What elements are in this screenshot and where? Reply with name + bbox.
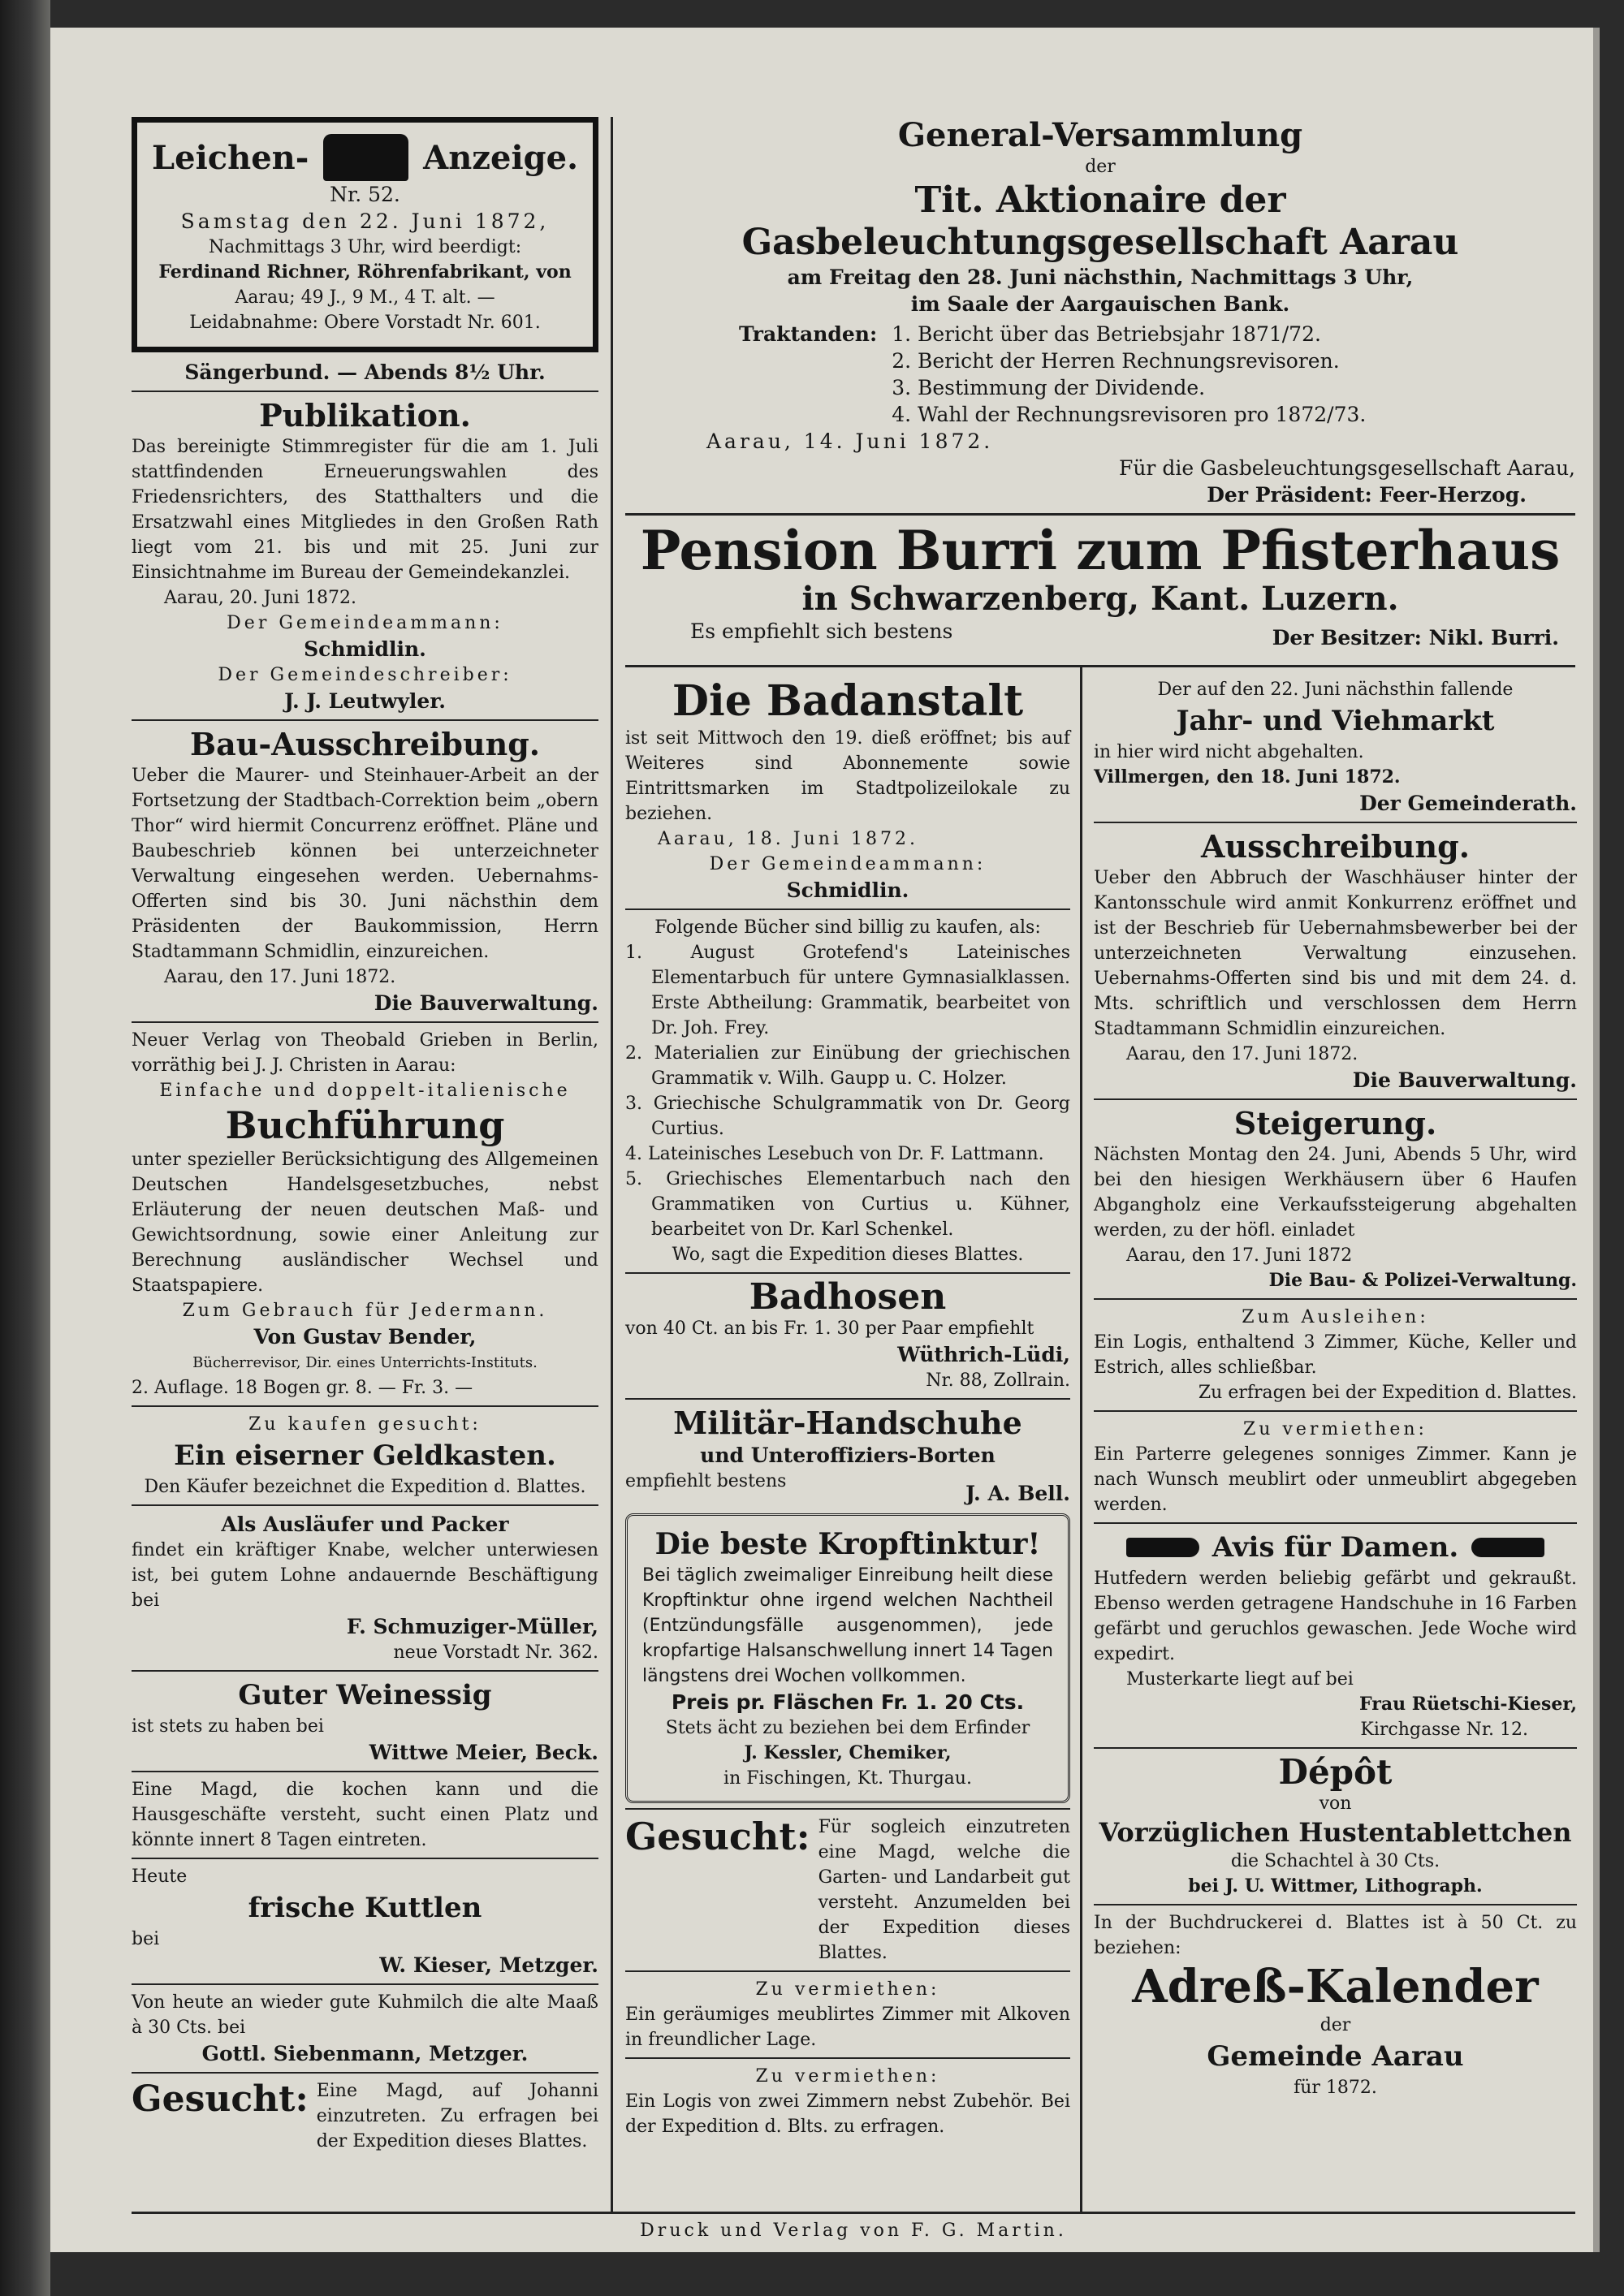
buecher-item-2: 2. Materialien zur Einübung der griechischen Grammatik v. Wilh. Gaupp u. C. Holzer. [625, 1043, 1070, 1089]
kropf-title: Die beste Kropftinktur! [654, 1527, 1041, 1561]
ausschr-title: Ausschreibung. [1201, 828, 1470, 865]
bad-sig-name: Schmidlin. [786, 878, 909, 902]
gesucht-center-ad [625, 1815, 1070, 1966]
kropf-signature: J. Kessler, Chemiker, [744, 1742, 952, 1763]
buch-sub: Einfache und doppelt-italienische [159, 1081, 571, 1101]
buecher-outro: Wo, sagt die Expedition dieses Blattes. [672, 1245, 1024, 1265]
kalender-sub: Gemeinde Aarau [1207, 2040, 1464, 2073]
gv-where: im Saale der Aargauischen Bank. [910, 292, 1290, 316]
kuttlen-title: frische Kuttlen [248, 1892, 482, 1924]
geldkasten-sub: Zu kaufen gesucht: [248, 1414, 482, 1435]
top-right-span [625, 117, 1575, 651]
magd-ad-body: Eine Magd, die kochen kann und die Hausgeschäfte versteht, sucht einen Platz und könnte innert 8 Tagen eintreten. [132, 1780, 598, 1850]
weinessig-title: Guter Weinessig [238, 1679, 492, 1711]
bau-date: Aarau, den 17. Juni 1872. [164, 967, 396, 987]
publikation-sig1-name: Schmidlin. [304, 637, 426, 661]
avis-title: Avis für Damen. [1212, 1531, 1459, 1564]
kropftinktur-ad [625, 1513, 1070, 1803]
markt-signature: Der Gemeinderath. [1359, 792, 1577, 815]
depot-von: von [1319, 1793, 1352, 1814]
logis1-body: Ein Logis von zwei Zimmern nebst Zubehör. Bei der Expedition d. Blts. zu erfragen. [625, 2091, 1070, 2137]
saengerbund-notice: Sängerbund. — Abends 8½ Uhr. [184, 360, 546, 384]
depot-ad [1094, 1754, 1577, 1899]
gv-subtitle: Tit. Aktionaire der Gasbeleuchtungsgesellschaft Aarau [741, 179, 1459, 263]
depot-product: Vorzüglichen Hustentablettchen [1099, 1817, 1572, 1848]
column-rule-left [611, 117, 613, 2212]
publikation-date: Aarau, 20. Juni 1872. [164, 588, 356, 608]
kropf-from: Stets ächt zu beziehen bei dem Erfinder [665, 1718, 1030, 1738]
markt-ad [1094, 677, 1577, 817]
markt-title: Jahr- und Viehmarkt [1176, 705, 1495, 737]
scan-left-edge [0, 0, 50, 2296]
bau-signature: Die Bauverwaltung. [374, 991, 598, 1015]
buch-edition: 2. Auflage. 18 Bogen gr. 8. — Fr. 3. — [132, 1378, 473, 1398]
buecher-item-1: 1. August Grotefend's Lateinisches Elementarbuch für untere Gymnasialklassen. Erste Abtheilung: Grammatik, bearbeitet von Dr. Joh. Frey. [625, 943, 1070, 1038]
kalender-intro: In der Buchdruckerei d. Blattes ist à 50 Ct. zu beziehen: [1094, 1913, 1577, 1958]
logis1-sub: Zu vermiethen: [755, 2066, 940, 2087]
badhosen-title: Badhosen [749, 1276, 947, 1318]
publikation-sig1-title: Der Gemeindeammann: [227, 613, 503, 633]
bad-sig-title: Der Gemeindeammann: [709, 854, 987, 874]
badhosen-address: Nr. 88, Zollrain. [926, 1370, 1070, 1391]
ausschr-body: Ueber den Abbruch der Waschhäuser hinter der Kantonsschule wird anmit Konkurrenz eröffnet und ist der Beschrieb für Uebernahmsbewerber bei der unterzeichneten Verwaltung einzusehen. Uebernahms-Offerten sind bis und mit dem 24. d. Mts. schriftlich und verschlossen dem Herrn Stadtammann Schmidlin einzureichen. [1094, 868, 1577, 1039]
center-column [625, 677, 1070, 2139]
zimmer-right-ad [1094, 1417, 1577, 1517]
gv-traktanden-label: Traktanden: [739, 322, 878, 346]
avis-address: Kirchgasse Nr. 12. [1360, 1720, 1528, 1740]
publikation-body: Das bereinigte Stimmregister für die am 1. Juli stattfindenden Erneuerungswahlen des Friedensrichters, des Statthalters und die Ersatzwahl eines Mitgliedes in den Großen Rath liegt vom 21. bis und mit 25. Juni zur Einsichtnahme im Bureau der Gemeindekanzlei. [132, 437, 598, 583]
buch-use: Zum Gebrauch für Jedermann. [182, 1301, 548, 1321]
publikation-ad [132, 397, 598, 714]
buchfuehrung-ad [132, 1028, 598, 1400]
ausleihen-sub: Zum Ausleihen: [1242, 1307, 1429, 1327]
leichen-anzeige [132, 117, 598, 352]
weinessig-ad [132, 1677, 598, 1766]
bau-title: Bau-Ausschreibung. [189, 726, 541, 762]
kuttlen-pre: Heute [132, 1867, 188, 1887]
ausleihen-body: Ein Logis, enthaltend 3 Zimmer, Küche, Keller und Estrich, alles schließbar. [1094, 1332, 1577, 1378]
publikation-title: Publikation. [259, 397, 471, 434]
kropf-body: Bei täglich zweimaliger Einreibung heilt diese Kropftinktur ohne irgend welchen Nachtheil (Entzündungsfälle ausgenommen), jede kropfartige Halsanschwellung innert 14 Tagen längstens drei Wochen vollkommen. [642, 1565, 1053, 1686]
gesucht-center-word: Gesucht: [625, 1815, 810, 1858]
leichen-details: Aarau; 49 J., 9 M., 4 T. alt. — [235, 287, 495, 308]
buecher-item-3: 3. Griechische Schulgrammatik von Dr. Georg Curtius. [625, 1094, 1070, 1139]
ausschr-date: Aarau, den 17. Juni 1872. [1126, 1044, 1358, 1064]
gv-signature: Der Präsident: Feer-Herzog. [1207, 483, 1527, 507]
bad-date: Aarau, 18. Juni 1872. [658, 829, 918, 849]
steig-title: Steigerung. [1233, 1105, 1437, 1142]
avis-damen-ad [1094, 1529, 1577, 1742]
kalender-title: Adreß-Kalender [1132, 1960, 1539, 2013]
kalender-ad [1094, 1910, 1577, 2100]
militaer-sub: und Unteroffiziers-Borten [700, 1444, 996, 1467]
zimmer-center-ad [625, 1977, 1070, 2052]
bad-body: ist seit Mittwoch den 19. dieß eröffnet; bis auf Weiteres sind Abonnemente sowie Eintrittsmarken im Stadtpolizeilokale zu beziehen. [625, 728, 1070, 824]
militaer-ad [625, 1405, 1070, 1507]
kropf-price: Preis pr. Fläschen Fr. 1. 20 Cts. [671, 1690, 1025, 1714]
general-versammlung-ad [625, 117, 1575, 508]
pension-place: in Schwarzenberg, Kant. Luzern. [801, 580, 1399, 618]
buch-body: unter spezieller Berücksichtigung des Allgemeinen Deutschen Handelsgesetzbuches, nebst Erläuterung der neuen deutschen Maß- und Gewichtsordnung, sowie einer Anleitung zur Berechnung ausländischer Wechsel und Staatspapiere. [132, 1150, 598, 1296]
buecher-item-4: 4. Lateinisches Lesebuch von Dr. F. Lattmann. [625, 1144, 1044, 1164]
leichen-date: Samstag den 22. Juni 1872, [180, 209, 550, 233]
badhosen-body: von 40 Ct. an bis Fr. 1. 30 per Paar empfiehlt [625, 1318, 1034, 1339]
bau-ausschreibung-ad [132, 726, 598, 1016]
avis-muster: Musterkarte liegt auf bei [1126, 1669, 1354, 1690]
gv-item-1: 1. Bericht über das Betriebsjahr 1871/72. [892, 322, 1321, 346]
buch-intro: Neuer Verlag von Theobald Grieben in Berlin, vorräthig bei J. J. Christen in Aarau: [132, 1030, 598, 1076]
leichen-title-right: Anzeige. [423, 138, 578, 177]
gesucht-left-body: Eine Magd, auf Johanni einzutreten. Zu erfragen bei der Expedition dieses Blattes. [316, 2081, 598, 2151]
gv-for: Für die Gasbeleuchtungsgesellschaft Aarau, [1118, 456, 1575, 480]
geldkasten-ad [132, 1412, 598, 1500]
leichen-time: Nachmittags 3 Uhr, wird beerdigt: [208, 237, 522, 257]
avis-signature: Frau Rüetschi-Kieser, [1359, 1694, 1577, 1715]
kalender-der: der [1320, 2015, 1351, 2035]
imprint-footer: Druck und Verlag von F. G. Martin. [640, 2220, 1067, 2241]
pointing-hand-right-icon [1126, 1538, 1199, 1557]
gv-item-3: 3. Bestimmung der Dividende. [892, 376, 1206, 399]
auslaeufer-signature: F. Schmuziger-Müller, [346, 1615, 598, 1638]
gesucht-left-ad [132, 2078, 598, 2154]
coffin-icon [323, 134, 408, 181]
geldkasten-body: Den Käufer bezeichnet die Expedition d. Blattes. [144, 1477, 586, 1497]
buch-author-title: Bücherrevisor, Dir. eines Unterrichts-Instituts. [192, 1354, 538, 1371]
right-column [1094, 677, 1577, 2100]
zimmer2-sub: Zu vermiethen: [1243, 1419, 1427, 1439]
kuhmilch-ad [132, 1990, 598, 2067]
geldkasten-title: Ein eiserner Geldkasten. [174, 1439, 556, 1472]
gv-der: der [1085, 157, 1116, 177]
left-column [132, 117, 598, 2154]
gv-date: Aarau, 14. Juni 1872. [706, 429, 994, 453]
steig-signature: Die Bau- & Polizei-Verwaltung. [1268, 1270, 1577, 1291]
gesucht-center-body: Für sogleich einzutreten eine Magd, welche die Garten- und Landarbeit gut versteht. Anzumelden bei der Expedition dieses Blattes. [818, 1817, 1070, 1963]
badhosen-ad [625, 1276, 1070, 1393]
weinessig-body: ist stets zu haben bei [132, 1716, 324, 1737]
buecher-item-5: 5. Griechisches Elementarbuch nach den Grammatiken von Curtius u. Kühner, bearbeitet von Dr. Karl Schenkel. [625, 1169, 1070, 1240]
markt-date: Villmergen, den 18. Juni 1872. [1094, 766, 1401, 788]
rule-below-pension [625, 665, 1575, 667]
weinessig-signature: Wittwe Meier, Beck. [369, 1741, 598, 1764]
kuhmilch-body: Von heute an wieder gute Kuhmilch die alte Maaß à 30 Cts. bei [132, 1992, 598, 2038]
leichen-name: Ferdinand Richner, Röhrenfabrikant, von [158, 261, 572, 283]
ausleihen-contact: Zu erfragen bei der Expedition d. Blattes. [1198, 1383, 1577, 1403]
leichen-nr: Nr. 52. [330, 183, 400, 206]
footer-rule [132, 2212, 1575, 2214]
pointing-hand-left-icon [1471, 1538, 1544, 1557]
kuttlen-ad [132, 1864, 598, 1979]
ausschreibung-ad [1094, 828, 1577, 1094]
gv-title: General-Versammlung [897, 116, 1303, 154]
depot-price: die Schachtel à 30 Cts. [1230, 1851, 1440, 1871]
badanstalt-ad [625, 677, 1070, 904]
pension-signature: Der Besitzer: Nikl. Burri. [1272, 626, 1559, 650]
kuttlen-bei: bei [132, 1929, 160, 1949]
depot-signature: bei J. U. Wittmer, Lithograph. [1188, 1875, 1483, 1897]
publikation-sig2-name: J. J. Leutwyler. [284, 689, 446, 713]
kuhmilch-signature: Gottl. Siebenmann, Metzger. [201, 2042, 529, 2065]
auslaeufer-ad [132, 1511, 598, 1665]
zimmer1-body: Ein geräumiges meublirtes Zimmer mit Alkoven in freundlicher Lage. [625, 2005, 1070, 2050]
zimmer1-sub: Zu vermiethen: [755, 1979, 940, 2000]
buch-title: Buchführung [225, 1103, 505, 1147]
gv-item-4: 4. Wahl der Rechnungsrevisoren pro 1872/73. [892, 403, 1367, 426]
bad-title: Die Badanstalt [672, 676, 1024, 726]
gv-item-2: 2. Bericht der Herren Rechnungsrevisoren. [892, 349, 1340, 373]
steigerung-ad [1094, 1105, 1577, 1293]
buch-author: Von Gustav Bender, [253, 1325, 477, 1349]
kuttlen-signature: W. Kieser, Metzger. [379, 1953, 598, 1977]
gv-when: am Freitag den 28. Juni nächsthin, Nachmittags 3 Uhr, [787, 265, 1414, 289]
column-rule-right [1080, 665, 1082, 2212]
auslaeufer-title: Als Ausläufer und Packer [221, 1513, 509, 1536]
auslaeufer-body: findet ein kräftiger Knabe, welcher unterwiesen ist, bei gutem Lohne andauernde Beschäftigung bei [132, 1540, 598, 1611]
militaer-recommend: empfiehlt bestens [625, 1471, 787, 1491]
militaer-signature: J. A. Bell. [965, 1482, 1070, 1505]
bau-body: Ueber die Maurer- und Steinhauer-Arbeit an der Fortsetzung der Stadtbach-Correktion beim „obern Thor“ wird hiermit Concurrenz eröffnet. Pläne und Baubeschrieb können bei unterzeichneter Verwaltung eingesehen werden. Uebernahms-Offerten sind bis 30. Juni nächsthin dem Präsidenten der Baukommission, Herrn Stadtammann Schmidlin, einzureichen. [132, 766, 598, 962]
pension-ad [625, 520, 1575, 651]
ausschr-signature: Die Bauverwaltung. [1352, 1068, 1577, 1092]
buecher-ad [625, 915, 1070, 1267]
militaer-title: Militär-Handschuhe [673, 1405, 1022, 1441]
newspaper-page [50, 28, 1600, 2252]
badhosen-signature: Wüthrich-Lüdi, [897, 1343, 1070, 1366]
leichen-title [152, 134, 578, 181]
zimmer2-body: Ein Parterre gelegenes sonniges Zimmer. Kann je nach Wunsch meublirt oder unmeublirt abgegeben werden. [1094, 1444, 1577, 1515]
avis-body: Hutfedern werden beliebig gefärbt und gekraußt. Ebenso werden getragene Handschuhe in 16 Farben gefärbt und geruchlos gewaschen. Jede Woche wird expedirt. [1094, 1569, 1577, 1664]
buecher-intro: Folgende Bücher sind billig zu kaufen, als: [654, 917, 1041, 938]
markt-body1: Der auf den 22. Juni nächsthin fallende [1157, 680, 1514, 700]
ausleihen-ad [1094, 1305, 1577, 1405]
steig-date: Aarau, den 17. Juni 1872 [1126, 1245, 1353, 1266]
kalender-year: für 1872. [1294, 2078, 1377, 2098]
logis-center-ad [625, 2064, 1070, 2139]
leichen-title-left: Leichen- [152, 138, 309, 177]
pension-title: Pension Burri zum Pfisterhaus [640, 519, 1561, 582]
publikation-sig2-title: Der Gemeindeschreiber: [218, 665, 512, 685]
depot-title: Dépôt [1278, 1752, 1393, 1792]
markt-body2: in hier wird nicht abgehalten. [1094, 742, 1364, 762]
leichen-origin: Leidabnahme: Obere Vorstadt Nr. 601. [189, 313, 541, 333]
steig-body: Nächsten Montag den 24. Juni, Abends 5 Uhr, wird bei den hiesigen Werkhäusern über 6 Haufen Abgangholz eine Verkaufssteigerung abgehalten werden, zu der höfl. einladet [1094, 1145, 1577, 1241]
kropf-address: in Fischingen, Kt. Thurgau. [723, 1768, 972, 1789]
pension-recommend: Es empfiehlt sich bestens [690, 619, 953, 643]
gesucht-left-word: Gesucht: [132, 2078, 309, 2120]
auslaeufer-address: neue Vorstadt Nr. 362. [393, 1642, 598, 1663]
